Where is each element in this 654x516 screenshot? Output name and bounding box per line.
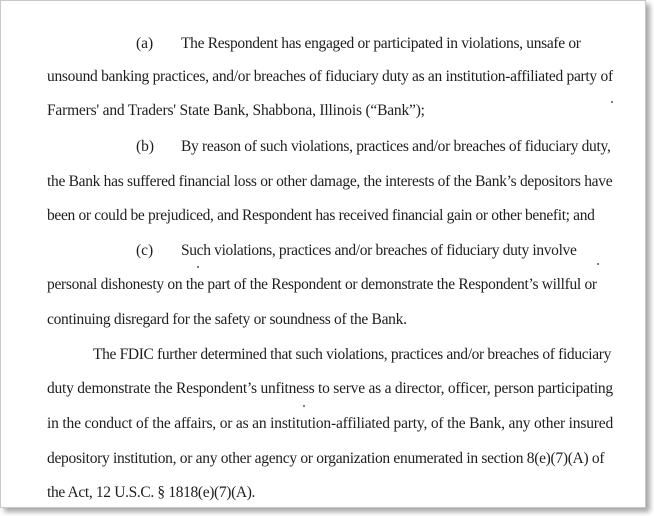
scan-speck [597, 263, 599, 265]
clause-c-label: (c) [136, 242, 154, 259]
clause-a-line-3: Farmers' and Traders' State Bank, Shabbona, Illinois (“Bank”); [47, 102, 425, 119]
clause-a-line-2: unsound banking practices, and/or breaches of fiduciary duty as an institution-affiliated party of [47, 68, 613, 85]
scan-speck [197, 266, 199, 268]
fdic-paragraph-line-4: depository institution, or any other agency or organization enumerated in section 8(e)(7)(A) of [47, 450, 605, 467]
clause-b-line-2: the Bank has suffered financial loss or other damage, the interests of the Bank’s depositors have [47, 173, 613, 190]
fdic-paragraph-line-1: The FDIC further determined that such violations, practices and/or breaches of fiduciary [93, 346, 611, 363]
clause-c-line-3: continuing disregard for the safety or soundness of the Bank. [47, 311, 407, 328]
fdic-paragraph-line-5: the Act, 12 U.S.C. § 1818(e)(7)(A). [47, 484, 256, 501]
clause-b-label: (b) [136, 138, 155, 155]
clause-c-line-1: Such violations, practices and/or breaches of fiduciary duty involve [181, 242, 577, 259]
clause-a-line-1: The Respondent has engaged or participated in violations, unsafe or [181, 35, 581, 52]
clause-b-line-1: By reason of such violations, practices and/or breaches of fiduciary duty, [181, 138, 611, 155]
scan-speck [303, 405, 305, 407]
clause-c-line-2: personal dishonesty on the part of the Respondent or demonstrate the Respondent’s willful or [47, 276, 597, 293]
clause-a-label: (a) [136, 35, 154, 52]
fdic-paragraph-line-3: in the conduct of the affairs, or as an institution-affiliated party, of the Bank, any other insured [47, 415, 614, 432]
fdic-paragraph-line-2: duty demonstrate the Respondent’s unfitness to serve as a director, officer, person participating [47, 380, 613, 397]
clause-b-line-3: been or could be prejudiced, and Respondent has received financial gain or other benefit; and [47, 207, 595, 224]
scan-speck [611, 101, 613, 103]
